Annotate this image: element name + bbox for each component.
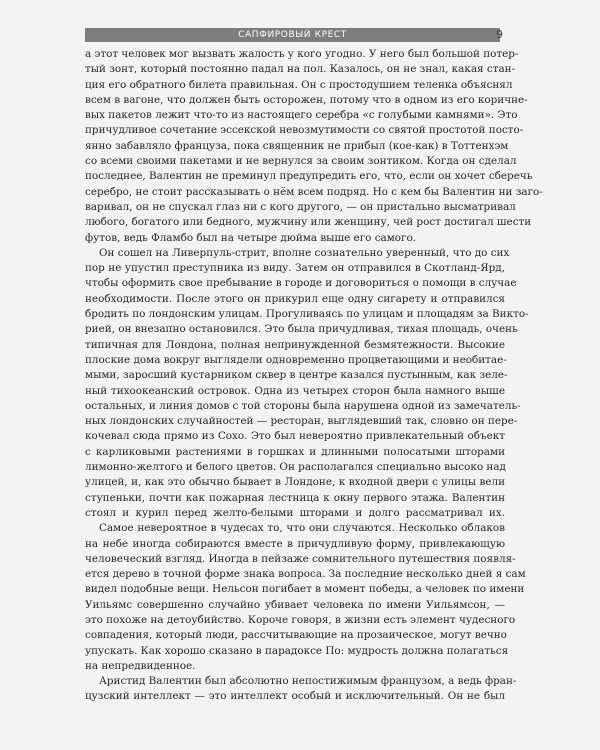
text-line: с карликовыми растениями в горшках и длинными полосатыми шторами <box>85 445 505 458</box>
text-line: цузский интеллект — это интеллект особый и исключительный. Он не был <box>85 690 505 703</box>
paragraph-first-line: Самое невероятное в чудесах то, что они случаются. Несколько облаков <box>99 522 505 535</box>
text-line: со всеми своими пакетами и не вернулся за своим зонтиком. Когда он сделал <box>85 155 517 168</box>
text-line: пор не упустил преступника из виду. Затем он отправился в Скотланд-Ярд, <box>85 262 505 275</box>
text-line: ных лондонских случайностей — ресторан, выглядевший так, словно он пере- <box>85 415 518 428</box>
text-line: бродить по лондонским улицам. Прогуливаясь по улицам и площадям за Викто- <box>85 308 529 321</box>
text-line: совпадения, который люди, рассчитывающие на прозаическое, могут вечно <box>85 629 507 642</box>
text-line: плоские дома вокруг выглядели одновременно процветающими и необитае- <box>85 353 507 366</box>
text-line: рией, он внезапно остановился. Это была причудливая, тихая площадь, очень <box>85 323 518 336</box>
body-text <box>85 47 543 705</box>
text-line: стоял и курил перед желто-белыми шторами и долго рассматривал их. <box>85 506 505 519</box>
text-line: причудливое сочетание эссекской невозмутимости со святой простотой посто- <box>85 124 524 137</box>
text-line: варивал, он не спускал глаз ни с кого другого, — он пристально высматривал <box>85 200 516 213</box>
page-number: 9 <box>496 28 503 41</box>
text-line: остальных, и линия домов с той стороны была нарушена одной из замечатель- <box>85 399 521 412</box>
text-line: ный тихоокеанский островок. Одна из четырех сторон была намного выше <box>85 384 505 397</box>
text-line: янно забавляло француза, пока священник не прибыл (кое-как) в Тоттенхэм <box>85 139 509 152</box>
text-line: улицей, и, как это обычно бывает в Лондоне, к входной двери с улицы вели <box>85 476 505 489</box>
text-line: тый зонт, который постоянно падал на пол. Казалось, он не знал, какая стан- <box>85 63 516 76</box>
text-line: на непредвиденное. <box>85 659 196 672</box>
text-line: ется дерево в точной форме знака вопроса. За последние несколько дней я сам <box>85 568 526 581</box>
text-line: последнее, Валентин не преминул предупредить его, что, если он хочет сберечь <box>85 170 533 183</box>
text-line: всем в вагоне, что должен быть осторожен, потому что в одном из его коричне- <box>85 93 528 106</box>
text-line: упускать. Как хорошо сказано в парадоксе По: мудрость должна полагаться <box>85 644 509 657</box>
text-line: кочевал сюда прямо из Сохо. Это был невероятно привлекательный объект <box>85 430 505 443</box>
text-line: видел подобные вещи. Нельсон погибает в момент победы, а человек по имени <box>85 583 525 596</box>
text-line: футов, ведь Фламбо был на четыре дюйма выше его самого. <box>85 231 417 244</box>
paragraph-first-line: Он сошел на Ливерпуль-стрит, вполне сознательно уверенный, что до сих <box>99 246 510 259</box>
text-line: это похоже на детоубийство. Короче говоря, в жизни есть элемент чудесного <box>85 613 516 626</box>
text-line: мыми, заросший кустарником сквер в центре казался пустынным, как зеле- <box>85 369 508 382</box>
text-line: на небе иногда собираются вместе в причудливую форму, привлекающую <box>85 537 505 550</box>
text-line: чтобы оформить свое пребывание в городе и договориться о помощи в случае <box>85 277 517 290</box>
text-line: любого, богатого или бедного, мужчину или женщину, чей рост достигал шести <box>85 216 532 229</box>
text-line: лимонно-желтого и белого цветов. Он располагался специально высоко над <box>85 461 506 474</box>
paragraph-first-line: Аристид Валентин был абсолютно непостижимым французом, а ведь фран- <box>99 675 517 688</box>
text-line: необходимости. После этого он прикурил еще одну сигарету и отправился <box>85 292 505 305</box>
text-line: Уильямс совершенно случайно убивает человека по имени Уильямсон, — <box>85 598 505 611</box>
text-line: человеческий взгляд. Иногда в пейзаже сомнительного путешествия появля- <box>85 552 516 565</box>
running-header <box>85 28 500 42</box>
text-line: а этот человек мог вызвать жалость у кого угодно. У него был большой потер- <box>85 48 519 60</box>
running-header-title: САПФИРОВЫЙ КРЕСТ <box>238 30 347 40</box>
text-line: типичная для Лондона, полная непринужденной безмятежности. Высокие <box>85 338 505 351</box>
text-line: ступеньки, почти как пожарная лестница к окну первого этажа. Валентин <box>85 491 505 504</box>
text-line: ция его обратного билета правильная. Он с простодушием теленка объяснял <box>85 78 513 91</box>
text-line: серебро, не стоит рассказывать о нём всем подряд. Но с кем бы Валентин ни заго- <box>85 185 543 198</box>
text-line: вых пакетов лежит что-то из настоящего серебра «с голубыми камнями». Это <box>85 109 518 122</box>
